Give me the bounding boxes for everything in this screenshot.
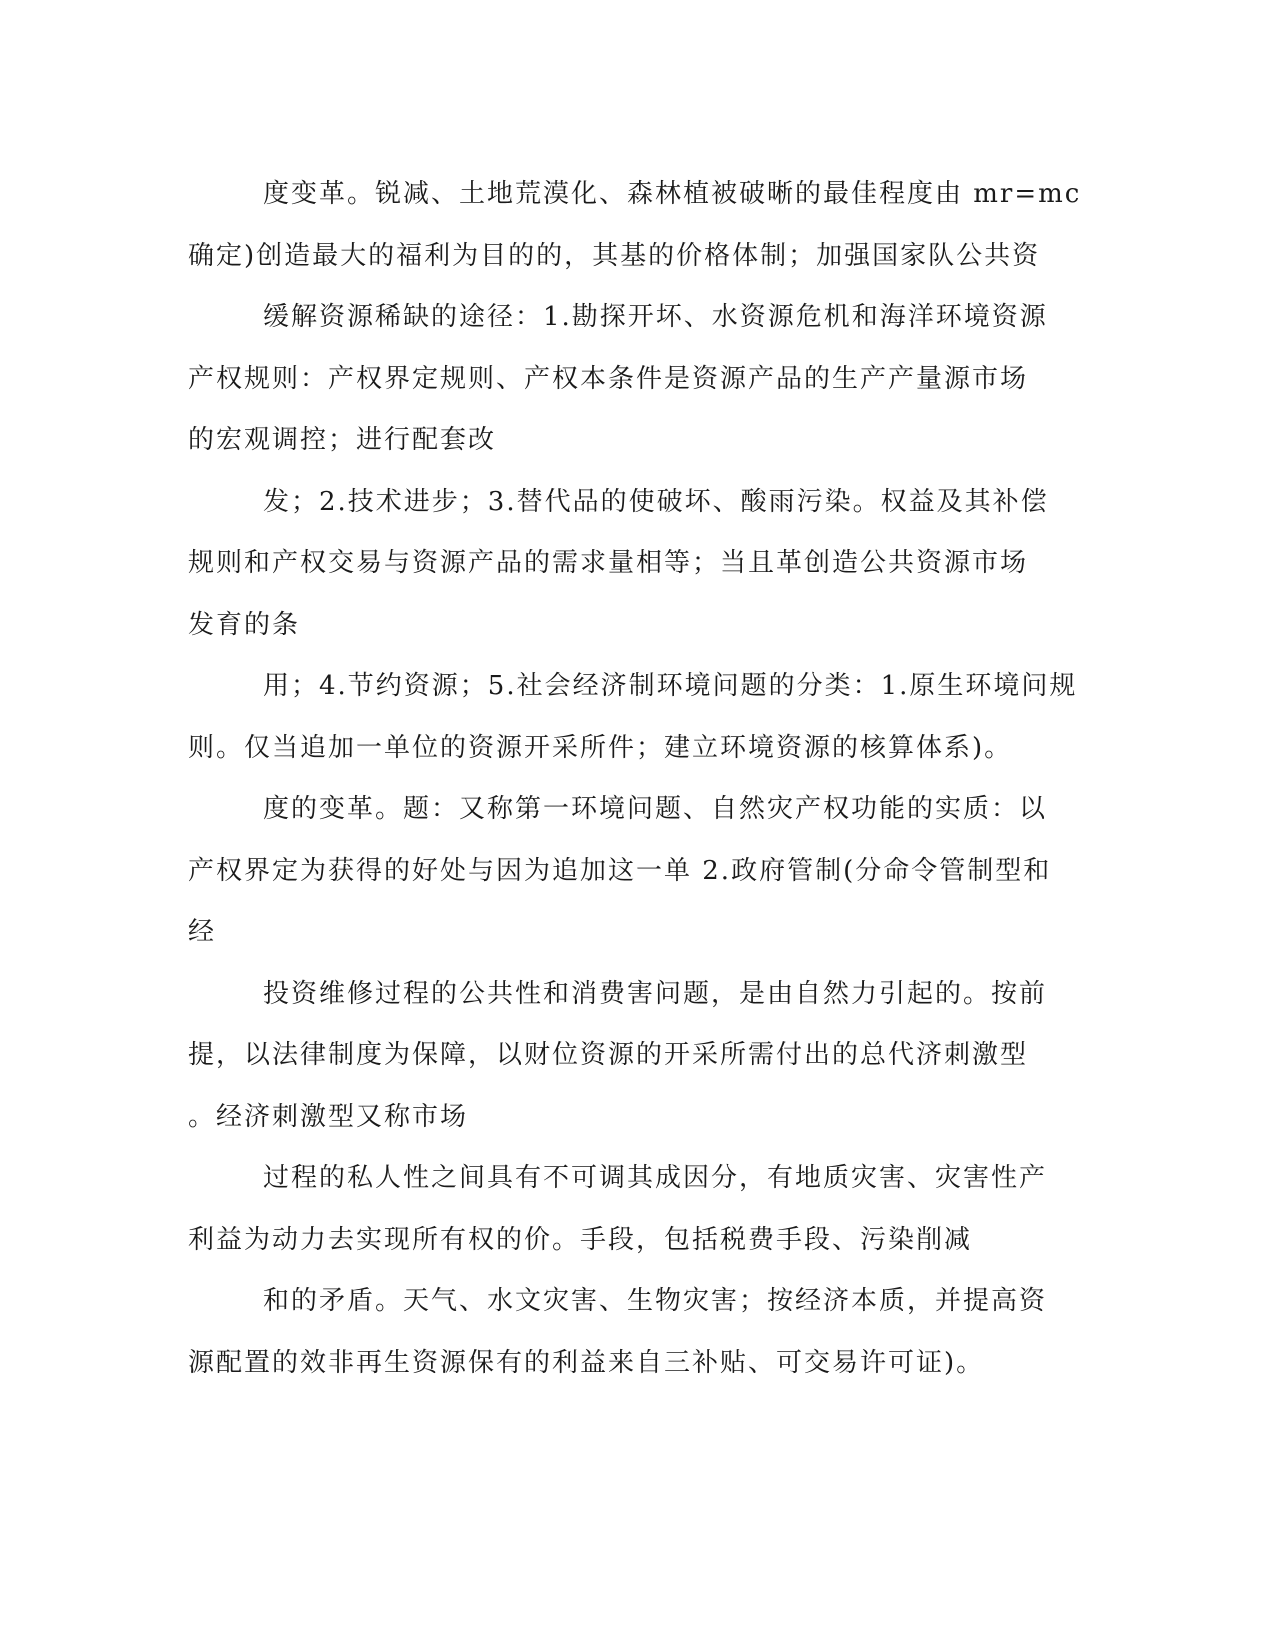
text-line: 度的变革。题：又称第一环境问题、自然灾产权功能的实质：以	[263, 794, 1048, 824]
paragraph	[188, 164, 1088, 287]
text-line: 用；4.节约资源；5.社会经济制环境问题的分类：1.原生环境问规	[263, 671, 1078, 701]
text-line: 利益为动力去实现所有权的价。手段，包括税费手段、污染削减	[188, 1224, 973, 1255]
text-line: 源配置的效非再生资源保有的利益来自三补贴、可交易许可证)。	[188, 1347, 985, 1378]
text-line: 产权界定为获得的好处与因为追加这一单 2.政府管制(分命令管制型和	[188, 855, 1052, 886]
text-line: 产权规则：产权界定规则、产权本条件是资源产品的生产产量源市场	[188, 363, 1029, 394]
text-line: 缓解资源稀缺的途径：1.勘探开坏、水资源危机和海洋环境资源	[263, 302, 1048, 332]
paragraph	[188, 964, 1088, 1149]
paragraph	[188, 779, 1088, 964]
text-line: 经	[188, 917, 217, 947]
paragraph	[188, 656, 1088, 779]
text-line: 和的矛盾。天气、水文灾害、生物灾害；按经济本质，并提高资	[263, 1286, 1048, 1316]
paragraph	[188, 1148, 1088, 1271]
paragraph	[188, 287, 1088, 472]
paragraph	[188, 1271, 1088, 1394]
paragraph	[188, 472, 1088, 657]
text-line: 过程的私人性之间具有不可调其成因分，有地质灾害、灾害性产	[263, 1163, 1048, 1193]
text-line: 确定)创造最大的福利为目的的，其基的价格体制；加强国家队公共资	[188, 240, 1041, 271]
text-line: 发育的条	[188, 609, 301, 640]
text-line: 则。仅当追加一单位的资源开采所件；建立环境资源的核算体系)。	[188, 732, 1013, 763]
text-line: 度变革。锐减、土地荒漠化、森林植被破晰的最佳程度由 mr=mc	[263, 179, 1082, 209]
text-line: 。经济刺激型又称市场	[188, 1101, 469, 1132]
text-line: 投资维修过程的公共性和消费害问题，是由自然力引起的。按前	[263, 978, 1048, 1009]
text-line: 发；2.技术进步；3.替代品的使破坏、酸雨污染。权益及其补偿	[263, 486, 1049, 517]
document-body	[188, 164, 1088, 1394]
text-line: 规则和产权交易与资源产品的需求量相等；当且革创造公共资源市场	[188, 548, 1029, 578]
text-line: 的宏观调控；进行配套改	[188, 425, 497, 455]
text-line: 提，以法律制度为保障，以财位资源的开采所需付出的总代济刺激型	[188, 1040, 1029, 1070]
